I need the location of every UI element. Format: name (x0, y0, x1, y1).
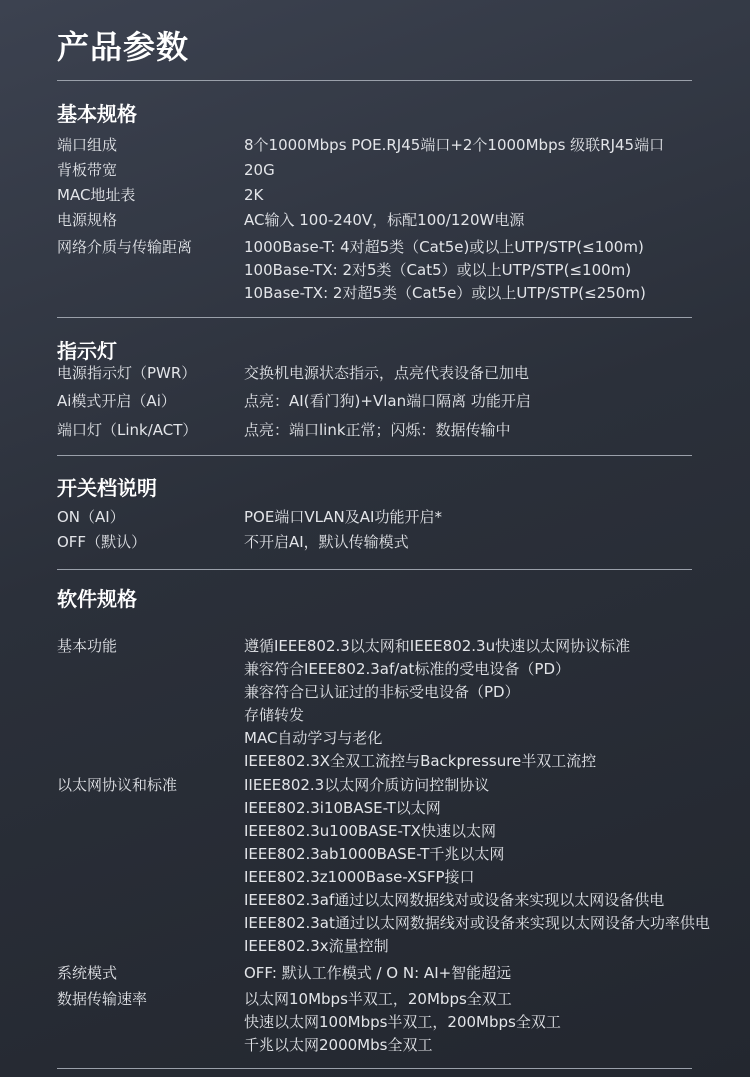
divider (57, 1068, 692, 1069)
spec-value: AC输入 100-240V，标配100/120W电源 (244, 211, 525, 229)
spec-label: 电源指示灯（PWR） (57, 364, 197, 382)
spec-value: 遵循IEEE802.3以太网和IEEE802.3u快速以太网协议标准 (244, 637, 631, 655)
spec-value: 点亮：端口link正常；闪烁：数据传输中 (244, 421, 511, 439)
spec-label: 电源规格 (57, 211, 118, 229)
spec-label: 网络介质与传输距离 (57, 238, 193, 256)
spec-value: OFF: 默认工作模式 / O N: AI+智能超远 (244, 964, 512, 982)
spec-value: 20G (244, 161, 275, 179)
spec-value: IEEE802.3x流量控制 (244, 937, 389, 955)
spec-value: 千兆以太网2000Mbs全双工 (244, 1036, 433, 1054)
spec-value: 交换机电源状态指示，点亮代表设备已加电 (244, 364, 530, 382)
spec-label: ON（AI） (57, 508, 125, 526)
divider (57, 317, 692, 318)
spec-value: 2K (244, 186, 264, 204)
spec-label: 系统模式 (57, 964, 118, 982)
spec-value: IIEEE802.3以太网介质访问控制协议 (244, 776, 490, 794)
spec-value: 10Base-TX: 2对超5类（Cat5e）或以上UTP/STP(≤250m) (244, 284, 646, 302)
spec-value: IEEE802.3at通过以太网数据线对或设备来实现以太网设备大功率供电 (244, 914, 710, 932)
divider (57, 80, 692, 81)
section-title-basic: 基本规格 (57, 102, 137, 126)
spec-label: 端口组成 (57, 136, 118, 154)
spec-value: POE端口VLAN及AI功能开启* (244, 508, 442, 526)
spec-label: 基本功能 (57, 637, 118, 655)
spec-value: IEEE802.3X全双工流控与Backpressure半双工流控 (244, 752, 597, 770)
divider (57, 455, 692, 456)
spec-value: IEEE802.3ab1000BASE-T千兆以太网 (244, 845, 505, 863)
spec-value: 兼容符合IEEE802.3af/at标准的受电设备（PD） (244, 660, 570, 678)
spec-value: IEEE802.3z1000Base-XSFP接口 (244, 868, 475, 886)
spec-value: 以太网10Mbps半双工，20Mbps全双工 (244, 990, 512, 1008)
spec-label: Ai模式开启（Ai） (57, 392, 176, 410)
spec-value: 兼容符合已认证过的非标受电设备（PD） (244, 683, 520, 701)
divider (57, 569, 692, 570)
spec-label: 数据传输速率 (57, 990, 148, 1008)
spec-label: 端口灯（Link/ACT） (57, 421, 198, 439)
spec-value: 8个1000Mbps POE.RJ45端口+2个1000Mbps 级联RJ45端口 (244, 136, 665, 154)
spec-label: MAC地址表 (57, 186, 136, 204)
spec-label: OFF（默认） (57, 533, 147, 551)
spec-value: 点亮：AI(看门狗)+Vlan端口隔离 功能开启 (244, 392, 531, 410)
section-title-software: 软件规格 (57, 587, 137, 611)
section-title-indicator: 指示灯 (57, 339, 117, 363)
spec-value: 100Base-TX: 2对5类（Cat5）或以上UTP/STP(≤100m) (244, 261, 632, 279)
spec-value: IEEE802.3i10BASE-T以太网 (244, 799, 441, 817)
page-title: 产品参数 (57, 28, 190, 66)
spec-label: 背板带宽 (57, 161, 118, 179)
spec-value: 1000Base-T: 4对超5类（Cat5e)或以上UTP/STP(≤100m) (244, 238, 644, 256)
spec-label: 以太网协议和标准 (57, 776, 178, 794)
spec-value: 存储转发 (244, 706, 305, 724)
spec-value: MAC自动学习与老化 (244, 729, 383, 747)
spec-value: IEEE802.3af通过以太网数据线对或设备来实现以太网设备供电 (244, 891, 665, 909)
section-title-switch: 开关档说明 (57, 476, 157, 500)
spec-value: IEEE802.3u100BASE-TX快速以太网 (244, 822, 496, 840)
spec-value: 不开启AI，默认传输模式 (244, 533, 409, 551)
spec-value: 快速以太网100Mbps半双工，200Mbps全双工 (244, 1013, 561, 1031)
